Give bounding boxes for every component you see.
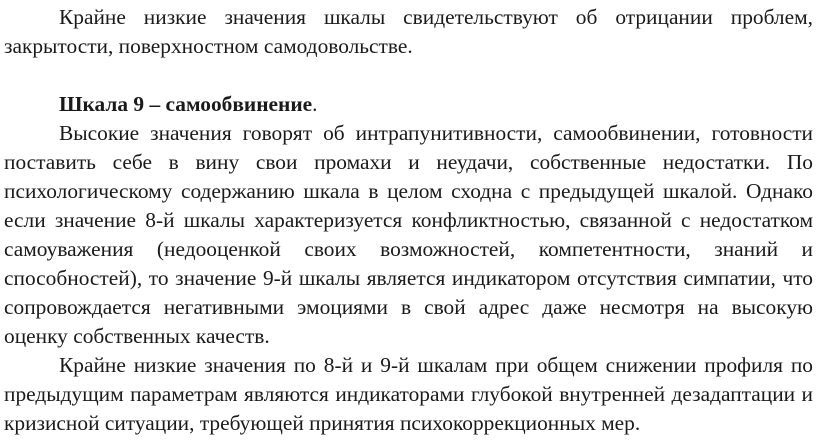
scale-9-heading bbox=[4, 90, 813, 119]
scale-9-heading-period: . bbox=[312, 92, 318, 116]
paragraph-spacer bbox=[4, 61, 813, 90]
paragraph-scale-low-values: Крайне низкие значения шкалы свидетельствуют об отрицании проблем, закрытости, поверхностном самодовольстве. bbox=[4, 5, 813, 58]
scale-9-heading-title: Шкала 9 – самообвинение bbox=[59, 92, 313, 116]
document-page bbox=[4, 3, 813, 438]
paragraph-scale-9-high-values: Высокие значения говорят об интрапунитивности, самообвинении, готовности поставить себе в вину свои промахи и неудачи, собственные недостатки. По психологическому содержанию шкала в целом сходна с предыдущей шкалой. Однако если значение 8-й шкалы характеризуется конфликтностью, связанной с недостатком самоуважения (недооценкой своих возможностей, компетентности, знаний и способностей), то значение 9-й шкалы является индикатором отсутствия симпатии, что сопровождается негативными эмоциями в свой адрес даже несмотря на высокую оценку собственных качеств. bbox=[4, 121, 813, 348]
paragraph-scale-8-9-low-values: Крайне низкие значения по 8-й и 9-й шкалам при общем снижении профиля по предыдущим параметрам являются индикаторами глубокой внутренней дезадаптации и кризисной ситуации, требующей принятия психокоррекционных мер. bbox=[4, 353, 813, 435]
